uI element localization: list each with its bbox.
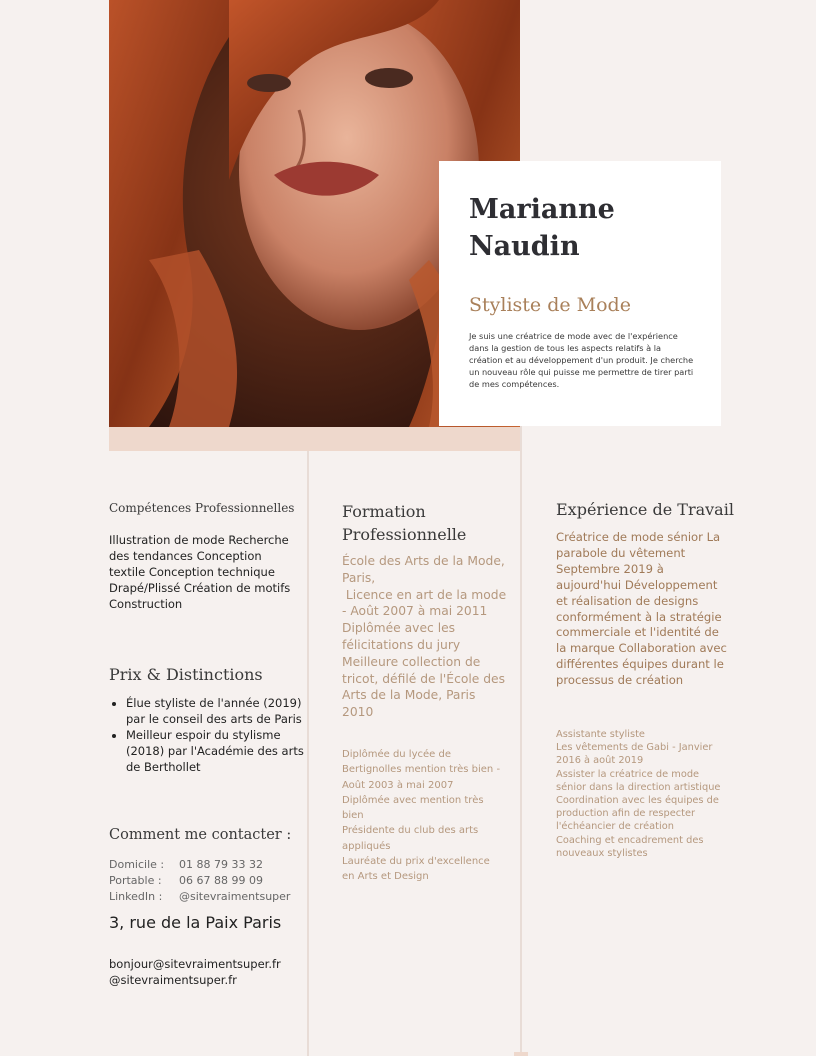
name-card [439, 161, 721, 426]
bio-text: Je suis une créatrice de mode avec de l'expérience dans la gestion de tous les aspects relatifs à la création et au développement d'un produit. Je cherche un nouveau rôle qui puisse me permettre de tirer parti de mes compétences. [469, 331, 694, 389]
contact-rows [109, 857, 290, 905]
education-block-1: École des Arts de la Mode, Paris, Licence en art de la mode - Août 2007 à mai 2011 Diplômée avec les félicitations du jury Meilleure collection de tricot, défilé de l'École des Arts de la Mode, Paris 2010 [342, 554, 507, 720]
contact-row-mobile [109, 873, 290, 889]
list-item: • Élue styliste de l'année (2019) par le conseil des arts de Paris [126, 695, 311, 727]
contact-label: Portable : [109, 874, 162, 887]
awards-list [109, 695, 311, 775]
education-block-2: Diplômée du lycée de Bertignolles mention très bien - Août 2003 à mai 2007 Diplômée avec mention très bien Présidente du club des arts appliqués Lauréate du prix d'excellence en Arts et Design [342, 749, 501, 883]
contact-label: LinkedIn : [109, 890, 163, 903]
experience-block-1: Créatrice de mode sénior La parabole du vêtement Septembre 2019 à aujourd'hui Développement et réalisation de designs conformément à la stratégie commerciale et l'identité de la marque Collaboration avec différentes équipes durant le processus de création [556, 530, 727, 688]
emails [109, 956, 281, 988]
contact-value: 01 88 79 33 32 [179, 858, 263, 871]
contact-heading: Comment me contacter : [109, 827, 292, 843]
column-divider-right [520, 420, 522, 1056]
contact-row-home [109, 857, 290, 873]
awards-heading: Prix & Distinctions [109, 665, 263, 684]
job-title: Styliste de Mode [469, 294, 631, 316]
peach-band [109, 427, 520, 451]
education-heading: Formation Professionnelle [342, 502, 467, 544]
person-name: Marianne Naudin [469, 194, 615, 262]
contact-value: 06 67 88 99 09 [179, 874, 263, 887]
address: 3, rue de la Paix Paris [109, 913, 282, 932]
email-address: bonjour@sitevraimentsuper.fr [109, 957, 281, 971]
skills-text: Illustration de mode Recherche des tendances Conception textile Conception technique Drapé/Plissé Création de motifs Construction [109, 533, 291, 611]
website-handle: @sitevraimentsuper.fr [109, 973, 237, 987]
contact-row-linkedin [109, 889, 290, 905]
bottom-tab [514, 1052, 528, 1056]
experience-heading: Expérience de Travail [556, 500, 734, 519]
list-item: • Meilleur espoir du stylisme (2018) par l'Académie des arts de Berthollet [126, 727, 311, 775]
experience-block-2: Assistante styliste Les vêtements de Gabi - Janvier 2016 à août 2019 Assister la créatrice de mode sénior dans la direction artistique Coordination avec les équipes de production afin de respecter l'échéancier de création Coaching et encadrement des nouveaux stylistes [556, 729, 721, 859]
contact-label: Domicile : [109, 858, 165, 871]
skills-heading: Compétences Professionnelles [109, 501, 295, 515]
contact-value: @sitevraimentsuper [179, 890, 291, 903]
